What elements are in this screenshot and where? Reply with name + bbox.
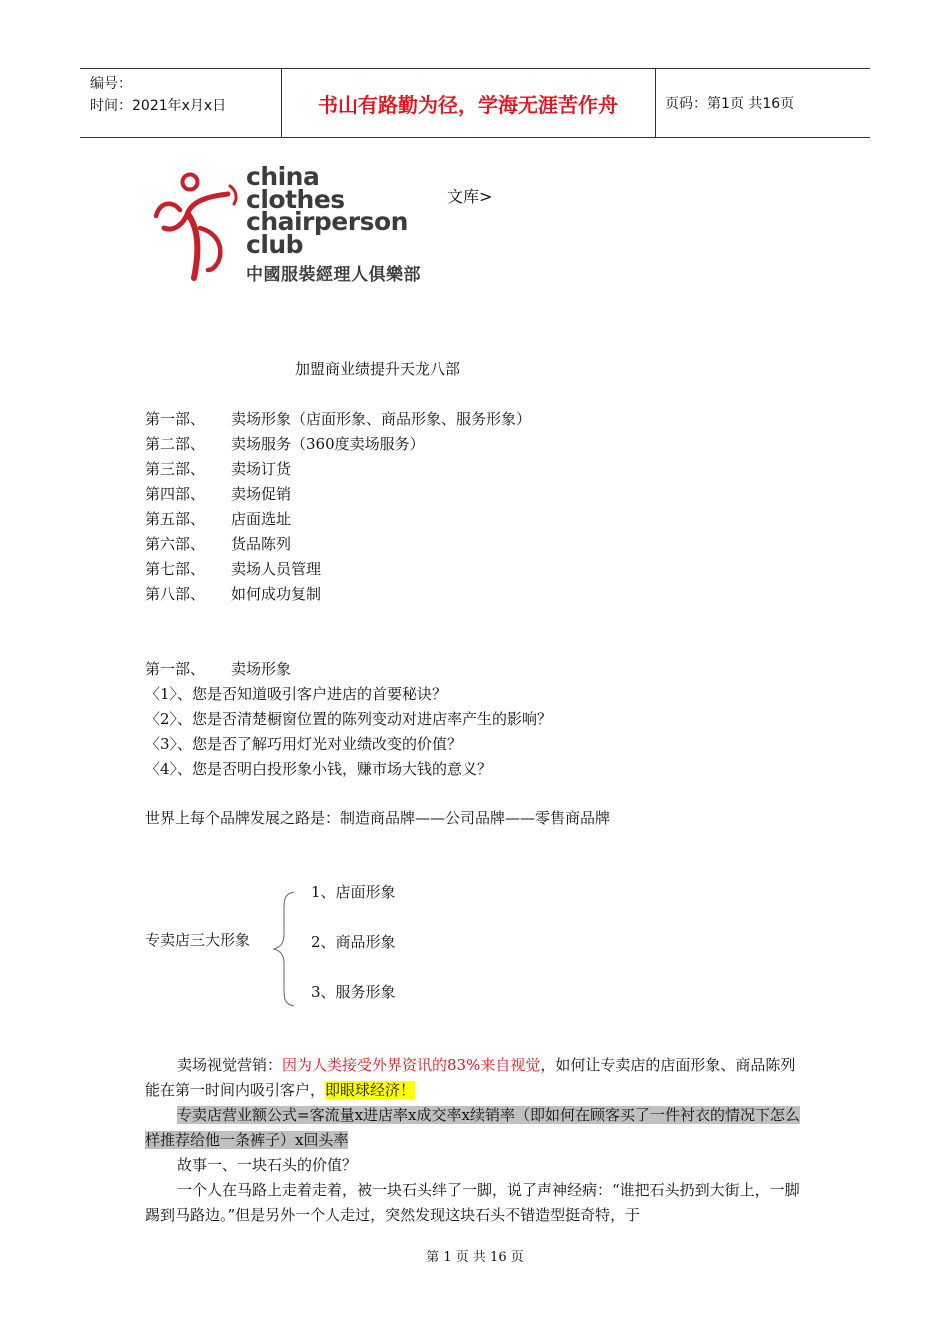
toc-number: 第一部、 bbox=[145, 410, 206, 428]
list-item: 1、店面形象 bbox=[311, 883, 396, 901]
logo-wordmark bbox=[246, 162, 408, 259]
toc-number: 第三部、 bbox=[145, 460, 206, 478]
toc-item bbox=[145, 532, 531, 557]
list-item: 3、服务形象 bbox=[311, 983, 396, 1001]
body-text bbox=[145, 1053, 810, 1228]
list-item: 2、商品形象 bbox=[311, 933, 396, 951]
toc-text: 货品陈列 bbox=[231, 535, 292, 553]
logo-line: clothes bbox=[246, 184, 345, 214]
logo-line: china bbox=[246, 162, 320, 191]
section-heading bbox=[145, 657, 552, 682]
question-item: 〈3〉、您是否了解巧用灯光对业绩改变的价值？ bbox=[145, 735, 463, 753]
paragraph bbox=[145, 1053, 810, 1103]
toc-text: 如何成功复制 bbox=[231, 585, 322, 603]
header-divider bbox=[655, 69, 656, 137]
toc-text: 卖场促销 bbox=[231, 485, 292, 503]
header-meta bbox=[90, 73, 226, 117]
document-title: 加盟商业绩提升天龙八部 bbox=[295, 360, 461, 378]
curly-brace-icon bbox=[270, 890, 300, 1008]
brand-path-text: 世界上每个品牌发展之路是：制造商品牌——公司品牌——零售商品牌 bbox=[145, 809, 611, 827]
time-label: 时间：2021年x月x日 bbox=[90, 98, 227, 114]
header-page-label: 页码：第1页 共16页 bbox=[665, 96, 795, 112]
toc-text: 卖场服务（360度卖场服务） bbox=[231, 435, 425, 453]
toc-item bbox=[145, 482, 531, 507]
toc-text: 卖场人员管理 bbox=[231, 560, 322, 578]
formula-text: 专卖店营业额公式=客流量x进店率x成交率x续销率（即如何在顾客买了一件衬衣的情况下怎么样推荐给他一条裤子）x回头率 bbox=[145, 1106, 800, 1149]
logo-cn-name: 中國服裝經理人俱樂部 bbox=[246, 265, 421, 285]
toc-number: 第六部、 bbox=[145, 535, 206, 553]
highlight-red-text: 因为人类接受外界资讯的83%来自视觉 bbox=[282, 1056, 541, 1074]
club-logo-icon bbox=[150, 170, 245, 285]
three-images-list bbox=[311, 880, 396, 1030]
question-item: 〈2〉、您是否清楚橱窗位置的陈列变动对进店率产生的影响？ bbox=[145, 710, 553, 728]
section-one bbox=[145, 657, 552, 782]
paragraph: 故事一、一块石头的价值？ bbox=[177, 1156, 358, 1174]
text-run: 卖场视觉营销： bbox=[177, 1056, 283, 1074]
toc-item bbox=[145, 432, 531, 457]
toc-number: 第四部、 bbox=[145, 485, 206, 503]
logo-line: club bbox=[246, 229, 304, 259]
highlight-yellow-text: 即眼球经济！ bbox=[325, 1081, 416, 1099]
toc-number: 第八部、 bbox=[145, 585, 206, 603]
page-header bbox=[80, 68, 870, 138]
table-of-contents bbox=[145, 407, 531, 607]
toc-item bbox=[145, 407, 531, 432]
paragraph: 一个人在马路上走着走着，被一块石头绊了一脚，说了声神经病：“谁把石头扔到大街上，一脚踢到马路边。”但是另外一个人走过，突然发现这块石头不错造型挺奇特，于 bbox=[145, 1181, 800, 1224]
toc-number: 第二部、 bbox=[145, 435, 206, 453]
question-item: 〈4〉、您是否明白投形象小钱，赚市场大钱的意义？ bbox=[145, 760, 493, 778]
page-footer: 第 1 页 共 16 页 bbox=[426, 1250, 524, 1265]
toc-item bbox=[145, 507, 531, 532]
toc-text: 卖场订货 bbox=[231, 460, 292, 478]
paragraph bbox=[145, 1103, 810, 1153]
text-run: ，如何让专卖店的店面形象、商品陈列能在第一时间内吸引客户， bbox=[145, 1056, 796, 1099]
question-item: 〈1〉、您是否知道吸引客户进店的首要秘诀？ bbox=[145, 685, 448, 703]
toc-number: 第七部、 bbox=[145, 560, 206, 578]
logo-line: chairperson bbox=[246, 207, 408, 236]
toc-item bbox=[145, 557, 531, 582]
toc-text: 卖场形象（店面形象、商品形象、服务形象） bbox=[231, 410, 532, 428]
toc-item bbox=[145, 457, 531, 482]
toc-item bbox=[145, 582, 531, 607]
section-number: 第一部、 bbox=[145, 660, 206, 678]
toc-text: 店面选址 bbox=[231, 510, 292, 528]
header-motto: 书山有路勤为径，学海无涯苦作舟 bbox=[318, 92, 618, 117]
section-title: 卖场形象 bbox=[231, 660, 292, 678]
wenku-link[interactable]: 文库> bbox=[447, 187, 493, 206]
three-images-label: 专卖店三大形象 bbox=[145, 931, 251, 949]
number-label: 编号： bbox=[90, 76, 132, 92]
toc-number: 第五部、 bbox=[145, 510, 206, 528]
